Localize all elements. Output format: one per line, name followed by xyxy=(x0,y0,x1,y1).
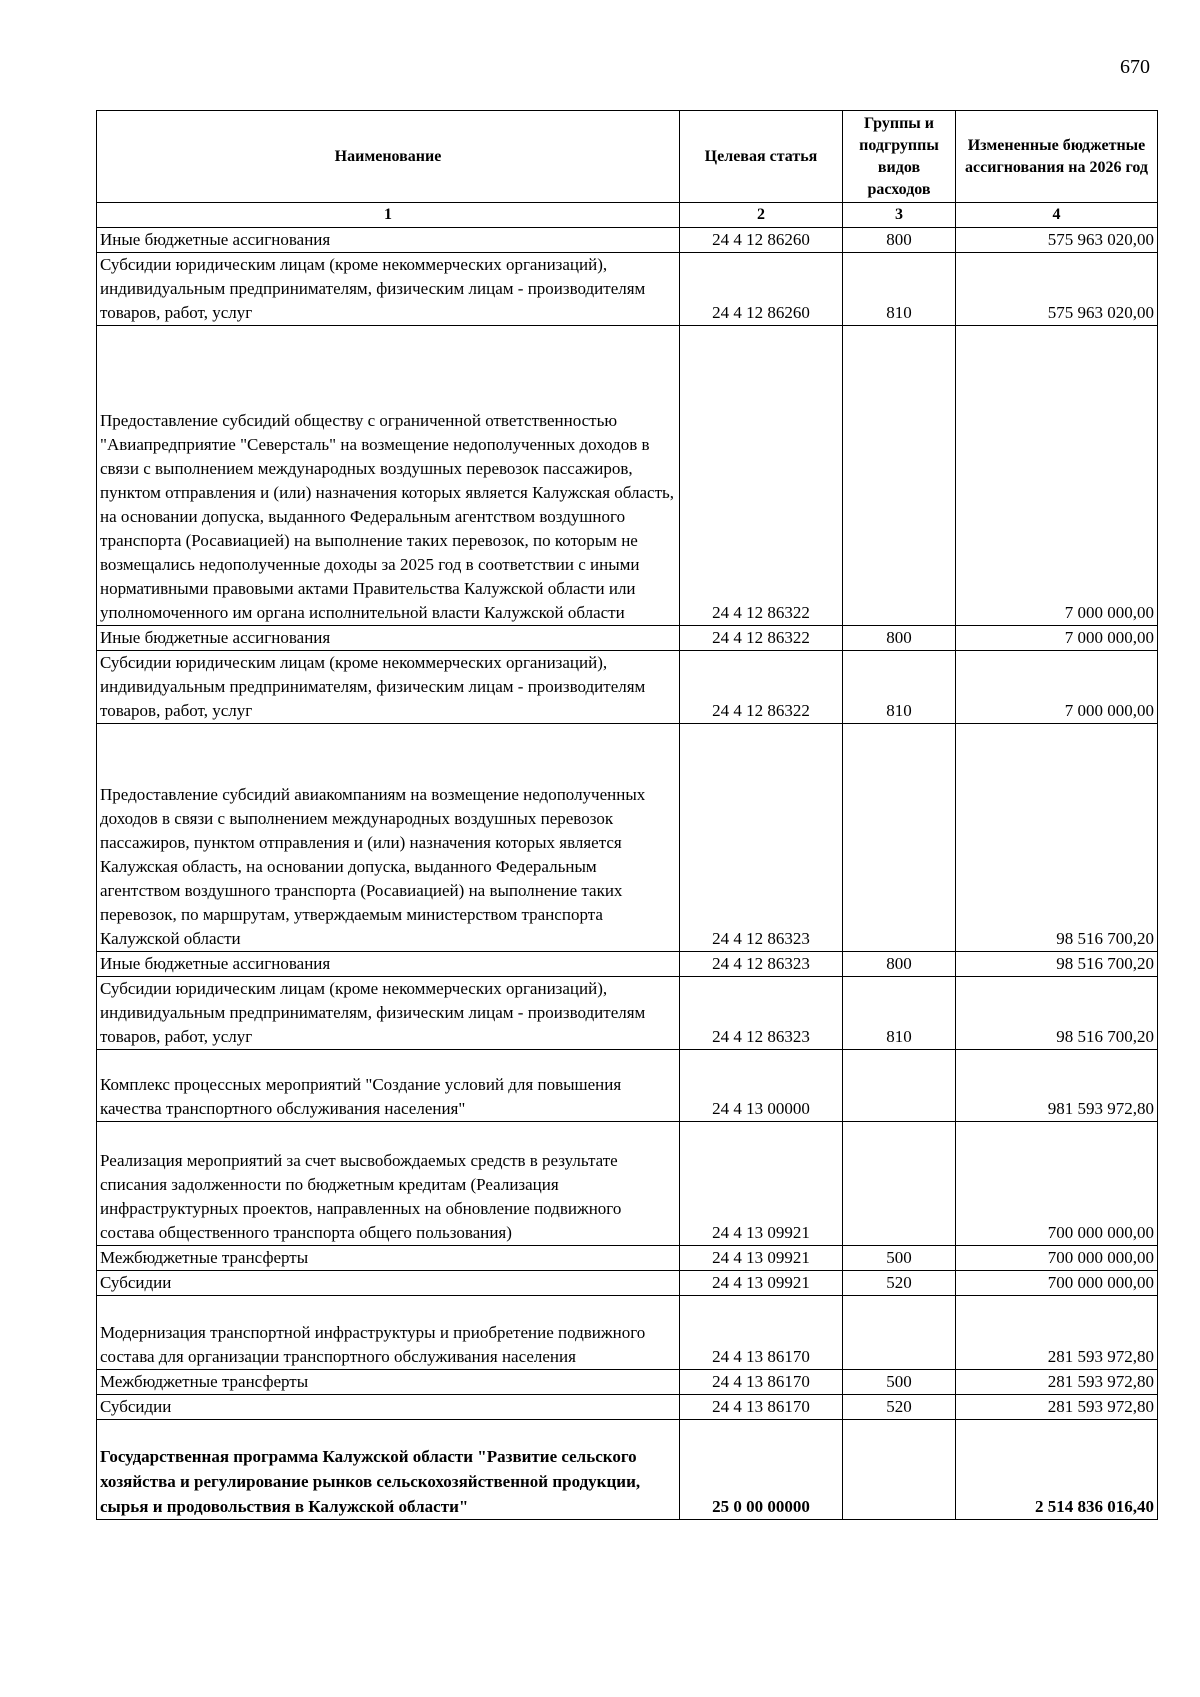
table-row xyxy=(97,952,1158,977)
row-amount: 700 000 000,00 xyxy=(956,1271,1158,1296)
row-expense-group: 810 xyxy=(843,977,956,1050)
row-amount: 98 516 700,20 xyxy=(956,977,1158,1050)
row-amount: 281 593 972,80 xyxy=(956,1370,1158,1395)
table-row xyxy=(97,326,1158,626)
row-target-article: 25 0 00 00000 xyxy=(680,1420,843,1520)
row-target-article: 24 4 12 86260 xyxy=(680,228,843,253)
column-number: 4 xyxy=(956,203,1158,228)
table-row xyxy=(97,977,1158,1050)
row-target-article: 24 4 13 09921 xyxy=(680,1246,843,1271)
column-number-row xyxy=(97,203,1158,228)
header-target-article: Целевая статья xyxy=(680,111,843,203)
row-name: Реализация мероприятий за счет высвобождаемых средств в результате списания задолженности по бюджетным кредитам (Реализация инфраструктурных проектов, направленных на обновление подвижного состава общественного транспорта общего пользования) xyxy=(97,1122,680,1246)
row-amount: 281 593 972,80 xyxy=(956,1395,1158,1420)
row-name: Межбюджетные трансферты xyxy=(97,1370,680,1395)
page-number: 670 xyxy=(1120,56,1150,78)
row-target-article: 24 4 13 00000 xyxy=(680,1050,843,1122)
row-name: Иные бюджетные ассигнования xyxy=(97,626,680,651)
row-target-article: 24 4 12 86260 xyxy=(680,253,843,326)
header-expense-group: Группы и подгруппы видов расходов xyxy=(843,111,956,203)
row-name: Модернизация транспортной инфраструктуры и приобретение подвижного состава для организации транспортного обслуживания населения xyxy=(97,1296,680,1370)
table-row xyxy=(97,1122,1158,1246)
row-name: Государственная программа Калужской области "Развитие сельского хозяйства и регулирование рынков сельскохозяйственной продукции, сырья и продовольствия в Калужской области" xyxy=(97,1420,680,1520)
row-target-article: 24 4 12 86322 xyxy=(680,326,843,626)
row-expense-group: 800 xyxy=(843,626,956,651)
row-expense-group xyxy=(843,326,956,626)
row-name: Предоставление субсидий обществу с ограниченной ответственностью "Авиапредприятие "Северсталь" на возмещение недополученных доходов в связи с выполнением международных воздушных перевозок пассажиров, пунктом отправления и (или) назначения которых является Калужская область, на основании допуска, выданного Федеральным агентством воздушного транспорта (Росавиацией) на выполнение таких перевозок, по которым не возмещались недополученные доходы за 2025 год в соответствии с иными нормативными правовыми актами Правительства Калужской области или уполномоченного им органа исполнительной власти Калужской области xyxy=(97,326,680,626)
table-row xyxy=(97,651,1158,724)
row-amount: 981 593 972,80 xyxy=(956,1050,1158,1122)
table-row xyxy=(97,1420,1158,1520)
table-row xyxy=(97,1246,1158,1271)
row-amount: 575 963 020,00 xyxy=(956,253,1158,326)
row-name: Иные бюджетные ассигнования xyxy=(97,228,680,253)
table-row xyxy=(97,1395,1158,1420)
row-expense-group: 500 xyxy=(843,1370,956,1395)
row-amount: 700 000 000,00 xyxy=(956,1246,1158,1271)
row-target-article: 24 4 13 86170 xyxy=(680,1395,843,1420)
table-row xyxy=(97,1370,1158,1395)
row-amount: 7 000 000,00 xyxy=(956,651,1158,724)
table-row xyxy=(97,253,1158,326)
row-amount: 7 000 000,00 xyxy=(956,626,1158,651)
row-name: Предоставление субсидий авиакомпаниям на возмещение недополученных доходов в связи с выполнением международных воздушных перевозок пассажиров, пунктом отправления и (или) назначения которых является Калужская область, на основании допуска, выданного Федеральным агентством воздушного транспорта (Росавиацией) на выполнение таких перевозок, по маршрутам, утверждаемым министерством транспорта Калужской области xyxy=(97,724,680,952)
table-row xyxy=(97,724,1158,952)
row-target-article: 24 4 12 86323 xyxy=(680,724,843,952)
column-number: 2 xyxy=(680,203,843,228)
row-expense-group xyxy=(843,1050,956,1122)
header-name: Наименование xyxy=(97,111,680,203)
row-expense-group xyxy=(843,1420,956,1520)
header-row xyxy=(97,111,1158,203)
table-row xyxy=(97,228,1158,253)
row-name: Субсидии xyxy=(97,1395,680,1420)
row-target-article: 24 4 12 86323 xyxy=(680,977,843,1050)
row-name: Субсидии юридическим лицам (кроме некоммерческих организаций), индивидуальным предпринимателям, физическим лицам - производителям товаров, работ, услуг xyxy=(97,253,680,326)
row-amount: 98 516 700,20 xyxy=(956,952,1158,977)
row-amount: 575 963 020,00 xyxy=(956,228,1158,253)
row-expense-group xyxy=(843,1296,956,1370)
row-target-article: 24 4 13 86170 xyxy=(680,1296,843,1370)
row-name: Субсидии юридическим лицам (кроме некоммерческих организаций), индивидуальным предпринимателям, физическим лицам - производителям товаров, работ, услуг xyxy=(97,977,680,1050)
row-expense-group: 520 xyxy=(843,1271,956,1296)
row-target-article: 24 4 13 86170 xyxy=(680,1370,843,1395)
table-row xyxy=(97,1271,1158,1296)
row-expense-group xyxy=(843,724,956,952)
row-amount: 98 516 700,20 xyxy=(956,724,1158,952)
row-target-article: 24 4 12 86323 xyxy=(680,952,843,977)
row-expense-group: 500 xyxy=(843,1246,956,1271)
row-expense-group: 520 xyxy=(843,1395,956,1420)
row-target-article: 24 4 12 86322 xyxy=(680,651,843,724)
row-target-article: 24 4 13 09921 xyxy=(680,1271,843,1296)
row-expense-group: 800 xyxy=(843,952,956,977)
column-number: 1 xyxy=(97,203,680,228)
row-expense-group xyxy=(843,1122,956,1246)
row-amount: 700 000 000,00 xyxy=(956,1122,1158,1246)
row-expense-group: 810 xyxy=(843,651,956,724)
budget-table xyxy=(96,110,1158,1520)
table-row xyxy=(97,1050,1158,1122)
table-row xyxy=(97,1296,1158,1370)
row-expense-group: 810 xyxy=(843,253,956,326)
row-amount: 7 000 000,00 xyxy=(956,326,1158,626)
row-name: Иные бюджетные ассигнования xyxy=(97,952,680,977)
row-amount: 281 593 972,80 xyxy=(956,1296,1158,1370)
column-number: 3 xyxy=(843,203,956,228)
row-amount: 2 514 836 016,40 xyxy=(956,1420,1158,1520)
header-amount: Измененные бюджетные ассигнования на 2026 год xyxy=(956,111,1158,203)
row-target-article: 24 4 13 09921 xyxy=(680,1122,843,1246)
row-expense-group: 800 xyxy=(843,228,956,253)
row-name: Субсидии юридическим лицам (кроме некоммерческих организаций), индивидуальным предпринимателям, физическим лицам - производителям товаров, работ, услуг xyxy=(97,651,680,724)
row-name: Комплекс процессных мероприятий "Создание условий для повышения качества транспортного обслуживания населения" xyxy=(97,1050,680,1122)
row-target-article: 24 4 12 86322 xyxy=(680,626,843,651)
row-name: Субсидии xyxy=(97,1271,680,1296)
table-row xyxy=(97,626,1158,651)
row-name: Межбюджетные трансферты xyxy=(97,1246,680,1271)
